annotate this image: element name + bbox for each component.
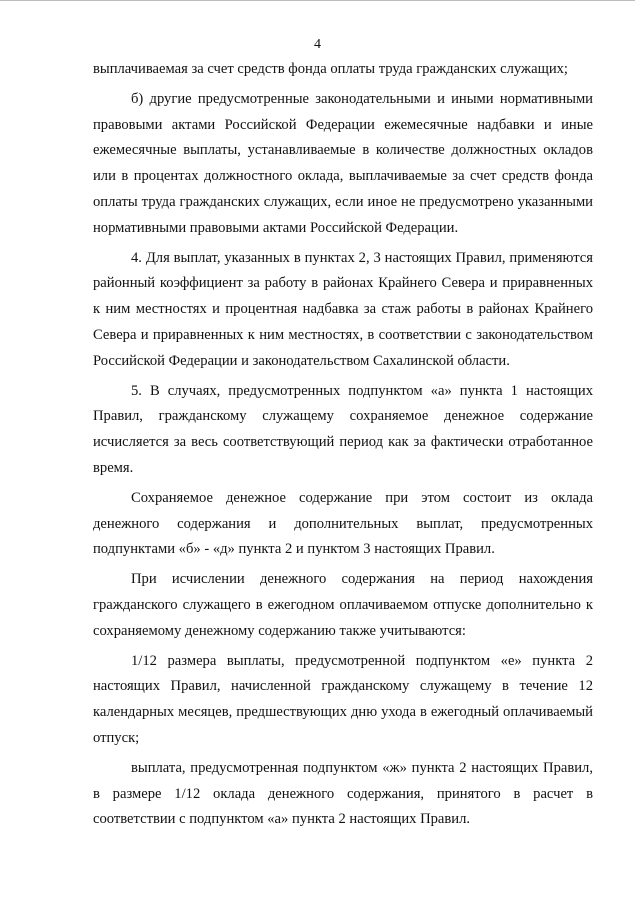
- paragraph-preserved-salary: Сохраняемое денежное содержание при этом состоит из оклада денежного содержания и дополнительных выплат, предусмотренных подпунктами «б» - «д» пункта 2 и пунктом 3 настоящих Правил.: [93, 489, 593, 558]
- top-edge-line: [0, 0, 635, 1]
- paragraph-payment-zh: выплата, предусмотренная подпунктом «ж» пункта 2 настоящих Правил, в размере 1/12 оклада денежного содержания, принятого в расчет в соответствии с подпунктом «а» пункта 2 настоящих Правил.: [93, 759, 593, 828]
- paragraph-continuation: выплачиваемая за счет средств фонда оплаты труда гражданских служащих;: [93, 61, 568, 77]
- paragraph-vacation-calculation: При исчислении денежного содержания на период нахождения гражданского служащего в ежегодном оплачиваемом отпуске дополнительно к сохраняемому денежному содержанию также учитываются:: [93, 571, 593, 639]
- page-number: 4: [314, 37, 321, 52]
- paragraph-item-5: 5. В случаях, предусмотренных подпунктом «а» пункта 1 настоящих Правил, гражданскому служащему сохраняемое денежное содержание исчисляется за весь соответствующий период как за фактически отработанное время.: [93, 382, 593, 476]
- paragraph-item-4: 4. Для выплат, указанных в пунктах 2, 3 настоящих Правил, применяются районный коэффициент за работу в районах Крайнего Севера и приравненных к ним местностях и процентная надбавка за стаж работы в районах Крайнего Севера и приравненных к ним местностях, в соответствии с законодательством Российской Федерации и законодательством Сахалинской области.: [93, 249, 593, 369]
- paragraph-one-twelfth-payment: 1/12 размера выплаты, предусмотренной подпунктом «е» пункта 2 настоящих Правил, начисленной гражданскому служащему в течение 12 календарных месяцев, предшествующих дню ухода в ежегодный оплачиваемый отпуск;: [93, 652, 593, 746]
- paragraph-subitem-b: б) другие предусмотренные законодательными и иными нормативными правовыми актами Российской Федерации ежемесячные надбавки и иные ежемесячные выплаты, устанавливаемые в количестве должностных окладов или в процентах должностного оклада, выплачиваемые за счет средств фонда оплаты труда гражданских служащих, если иное не предусмотрено указанными нормативными правовыми актами Российской Федерации.: [93, 90, 593, 236]
- document-body: [93, 57, 593, 833]
